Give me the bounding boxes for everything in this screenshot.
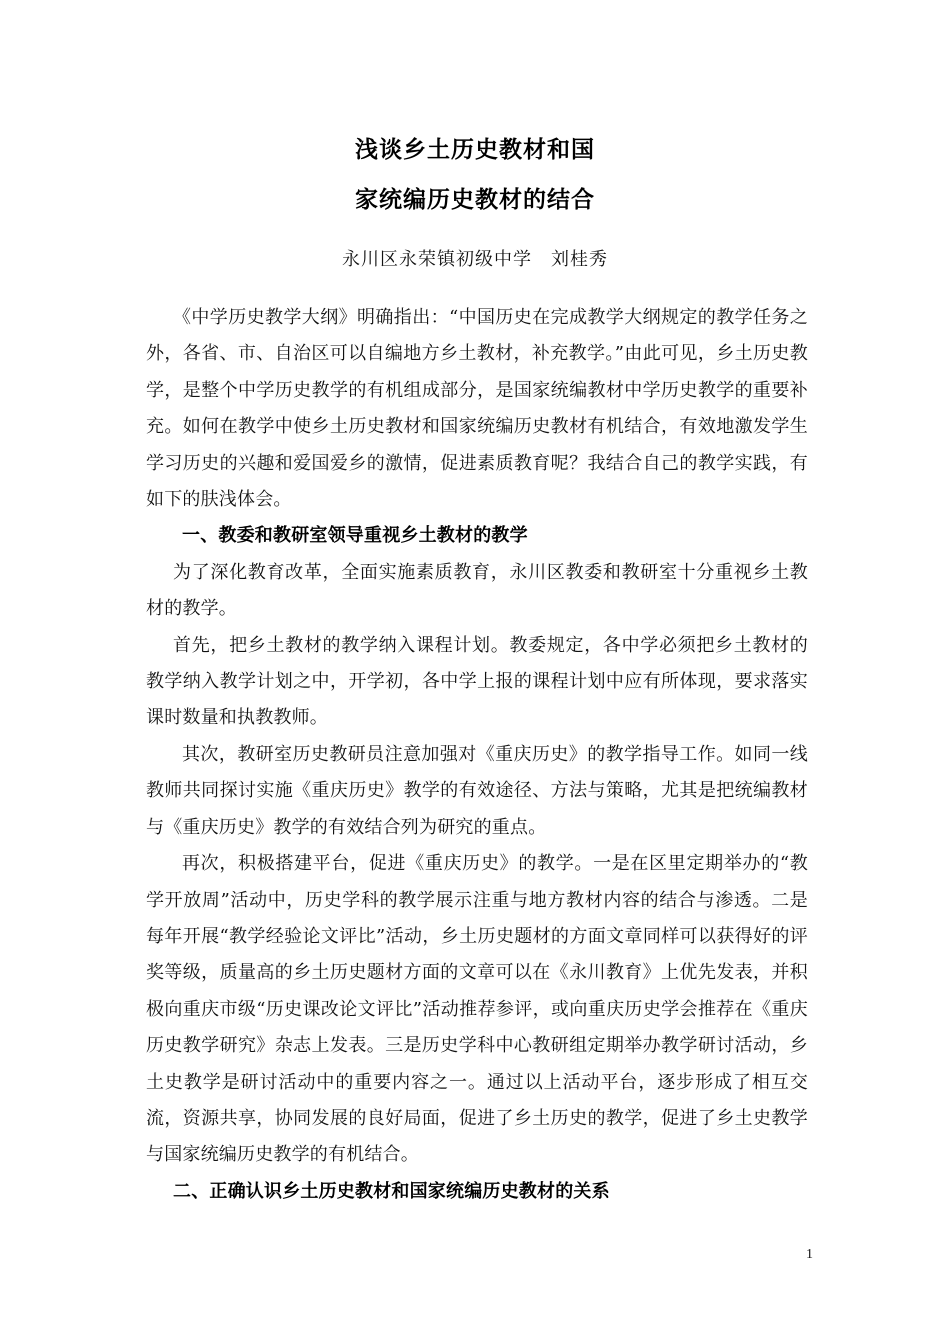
- document-title-line-1: 浅谈乡土历史教材和国: [355, 137, 595, 163]
- paragraph-intro: 《中学历史教学大纲》明确指出：“中国历史在完成教学大纲规定的教学任务之外，各省、市、自治区可以自编地方乡土教材，补充教学。”由此可见，乡土历史教学，是整个中学历史教学的有机组成部分，是国家统编教材中学历史教学的重要补充。如何在教学中使乡土历史教材和国家统编历史教材有机结合，有效地激发学生学习历史的兴趣和爱国爱乡的激情，促进素质教育呢？我结合自己的教学实践，有如下的肤浅体会。: [146, 307, 808, 511]
- paragraph-section1-intro: 为了深化教育改革，全面实施素质教育，永川区教委和教研室十分重视乡土教材的教学。: [146, 561, 808, 620]
- paragraph-third: 再次，积极搭建平台，促进《重庆历史》的教学。一是在区里定期举办的“教学开放周”活动中，历史学科的教学展示注重与地方教材内容的结合与渗透。二是每年开展“教学经验论文评比”活动，乡土历史题材的方面文章同样可以获得好的评奖等级，质量高的乡土历史题材方面的文章可以在《永川教育》上优先发表，并积极向重庆市级“历史课改论文评比”活动推荐参评，或向重庆历史学会推荐在《重庆历史教学研究》杂志上发表。三是历史学科中心教研组定期举办教学研讨活动，乡土史教学是研讨活动中的重要内容之一。通过以上活动平台，逐步形成了相互交流，资源共享，协同发展的良好局面，促进了乡土历史的教学，促进了乡土史教学与国家统编历史教学的有机结合。: [146, 853, 808, 1166]
- paragraph-first: 首先，把乡土教材的教学纳入课程计划。教委规定，各中学必须把乡土教材的教学纳入教学计划之中，开学初，各中学上报的课程计划中应有所体现，要求落实课时数量和执教教师。: [146, 634, 808, 729]
- page-number: 1: [806, 1247, 813, 1262]
- body-text: [146, 300, 808, 1210]
- document-title-line-2: 家统编历史教材的结合: [355, 187, 595, 213]
- section-heading-2: 二、正确认识乡土历史教材和国家统编历史教材的关系: [173, 1180, 610, 1202]
- paragraph-second: 其次，教研室历史教研员注意加强对《重庆历史》的教学指导工作。如同一线教师共同探讨实施《重庆历史》教学的有效途径、方法与策略，尤其是把统编教材与《重庆历史》教学的有效结合列为研究的重点。: [146, 743, 808, 838]
- author-line: 永川区永荣镇初级中学 刘桂秀: [342, 249, 608, 270]
- section-heading-1: 一、教委和教研室领导重视乡土教材的教学: [182, 525, 528, 547]
